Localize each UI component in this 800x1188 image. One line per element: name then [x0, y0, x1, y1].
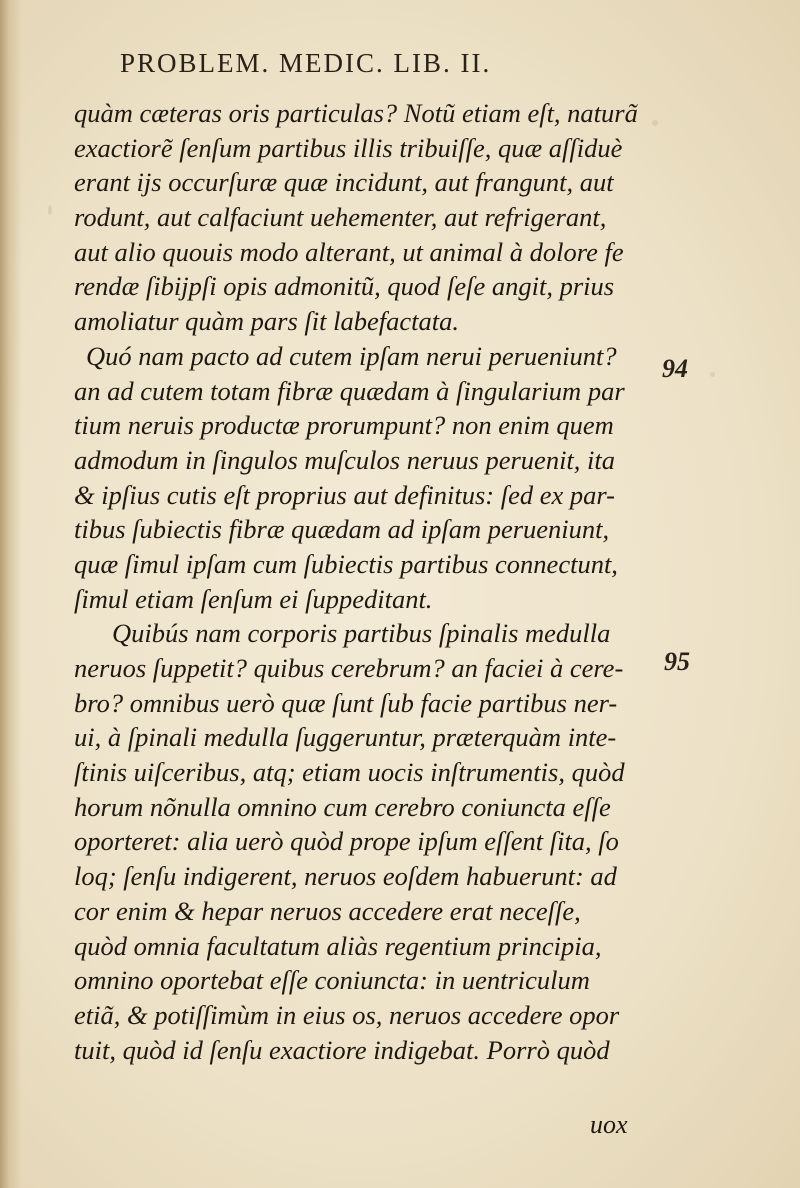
catchword: uox [590, 1110, 628, 1139]
margin-number-95: 95 [664, 647, 690, 676]
text-line: neruos ſuppetit? quibus cerebrum? an faciei à cere- [74, 653, 624, 683]
text-line: horum nõnulla omnino cum cerebro coniuncta eſſe [74, 791, 611, 822]
text-line: quòd omnia facultatum aliàs regentium principia, [74, 930, 602, 961]
running-head: PROBLEM. MEDIC. LIB. II. [120, 48, 492, 78]
text-line: ſtinis uiſceribus, atq; etiam uocis inſtrumentis, quòd [74, 757, 625, 788]
text-line: etiã, & potiſſimùm in eius os, neruos accedere opor [74, 999, 620, 1030]
text-line: exactiorẽ ſenſum partibus illis tribuiſſe, quæ aſſiduè [74, 132, 623, 163]
margin-number-94: 94 [662, 354, 688, 383]
text-line: loq; ſenſu indigerent, neruos eoſdem habuerunt: ad [74, 861, 617, 892]
text-line: quæ ſimul ipſam cum ſubiectis partibus connectunt, [74, 548, 618, 579]
text-line: ſimul etiam ſenſum ei ſuppeditant. [74, 583, 433, 614]
foxing-spot [652, 120, 658, 126]
page-gutter [0, 0, 22, 1188]
text-line: admodum in ſingulos muſculos neruus peruenit, ita [74, 444, 616, 475]
text-line: quàm cæteras oris particulas? Notũ etiam eſt, naturã [74, 98, 638, 128]
text-line: & ipſius cutis eſt proprius aut definitus: ſed ex par- [74, 479, 615, 510]
text-line: rendæ ſibijpſi opis admonitũ, quod ſeſe angit, prius [74, 271, 615, 302]
text-line: tuit, quòd id ſenſu exactiore indigebat. Porrò quòd [74, 1034, 610, 1065]
text-line: aut alio quouis modo alterant, ut animal à dolore fe [74, 236, 624, 267]
text-line: Quó nam pacto ad cutem ipſam nerui perueniunt? [86, 340, 617, 371]
foxing-spot [710, 372, 715, 377]
text-line: oporteret: alia uerò quòd prope ipſum eſſent ſita, ſo [74, 826, 619, 857]
text-line: rodunt, aut calfaciunt uehementer, aut refrigerant, [74, 202, 607, 233]
text-line: an ad cutem totam fibræ quædam à ſingularium par [74, 375, 625, 406]
foxing-spot [48, 205, 52, 215]
text-line: tibus ſubiectis fibræ quædam ad ipſam perueniunt, [74, 514, 610, 545]
text-line: ui, à ſpinali medulla ſuggeruntur, præterquàm inte- [74, 722, 617, 753]
text-line: cor enim & hepar neruos accedere erat neceſſe, [74, 895, 581, 926]
text-line: tium neruis productæ prorumpunt? non enim quem [74, 410, 614, 441]
text-line: erant ijs occurſuræ quæ incidunt, aut frangunt, aut [74, 167, 614, 198]
text-line: Quibús nam corporis partibus ſpinalis medulla [112, 618, 611, 649]
body-text [74, 96, 644, 1067]
text-line: omnino oportebat eſſe coniuncta: in uentriculum [74, 965, 590, 996]
text-line: amoliatur quàm pars ſit labefactata. [74, 306, 459, 337]
text-line: bro? omnibus uerò quæ ſunt ſub facie partibus ner- [74, 687, 618, 718]
